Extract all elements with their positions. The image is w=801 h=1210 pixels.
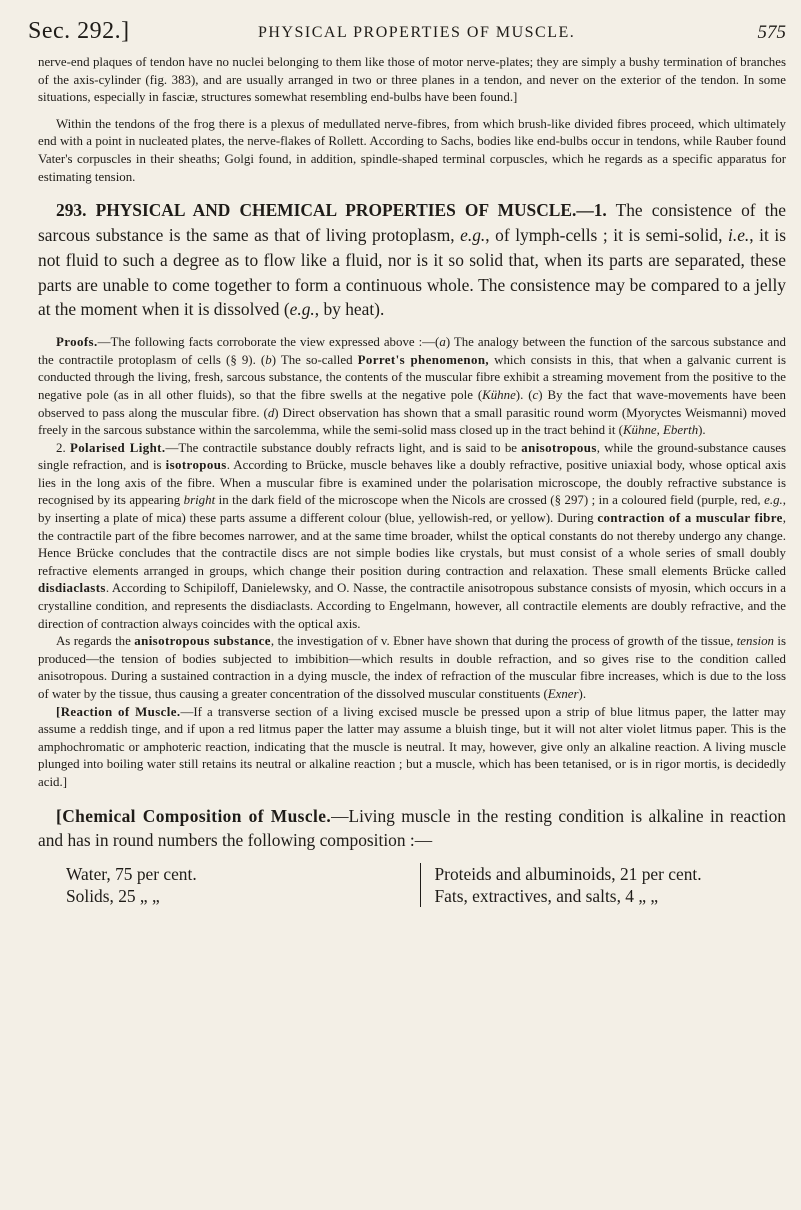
chemical-composition-label: [Chemical Composition of Muscle.: [56, 805, 332, 826]
section-293-paragraph: 293. PHYSICAL AND CHEMICAL PROPERTIES OF MUSCLE.—1. The consistence of the sarcous substance is the same as that of living protoplasm, e.g., of lymph-cells ; it is semi-solid, i.e., it is not fluid to such a degree as to flow like a fluid, nor is it so solid that, when its parts are separated, these parts are unable to come together to form a continuous whole. The consistence may be compared to a jelly at the moment when it is dissolved (e.g., by heat).: [38, 200, 786, 320]
section-reference: Sec. 292.]: [28, 18, 130, 44]
paragraph-proofs: Proofs.—The following facts corroborate the view expressed above :—(a) The analogy between the function of the sarcous substance and the contractile protoplasm of cells (§ 9). (b) The so-called Porret's phenomenon, which consists in this, that when a galvanic current is conducted through the living, fresh, sarcous substance, the contents of the muscular fibre exhibit a streaming movement from the positive to the negative pole (as in all other fluids), so that the fibre swells at the negative pole (Kühne). (c) By the fact that wave-movements have been observed to pass along the muscular fibre. (d) Direct observation has shown that a small parasitic round worm (Myoryctes Weismanni) moved freely in the sarcous substance within the sarcolemma, while the semi-solid mass closed up in the tract behind it (Kühne, Eberth).: [38, 335, 787, 438]
composition-left-column: [38, 863, 380, 907]
composition-proteids: Proteids and albuminoids, 21 per cent.: [434, 864, 702, 885]
composition-fats: Fats, extractives, and salts, 4 „ „: [434, 886, 659, 907]
composition-table: [38, 863, 786, 907]
composition-water: Water, 75 per cent.: [66, 864, 197, 885]
composition-solids: Solids, 25 „ „: [66, 886, 160, 907]
page-body: [38, 54, 786, 907]
polarised-light-label: Polarised Light.: [69, 440, 166, 455]
reaction-label: [Reaction of Muscle.: [56, 704, 181, 719]
section-293-heading: 293. PHYSICAL AND CHEMICAL PROPERTIES OF MUSCLE.—1.: [56, 200, 607, 221]
page-number: 575: [757, 22, 786, 43]
running-title: PHYSICAL PROPERTIES OF MUSCLE.: [258, 24, 576, 41]
porret-term: Porret's phenomenon,: [357, 352, 490, 367]
paragraph-polarised-light: 2. Polarised Light.—The contractile substance doubly refracts light, and is said to be anisotropous, while the ground-substance causes single refraction, and is isotropous. According to Brücke, muscle behaves like a doubly refractive, positive uniaxial body, whose optical axis lies in the long axis of the fibre. When a muscular fibre is examined under the polarisation microscope, the doubly refractive substance is recognised by its appearing bright in the dark field of the microscope when the Nicols are crossed (§ 297) ; in a coloured field (purple, red, e.g., by inserting a plate of mica) these parts assume a different colour (blue, yellowish-red, or yellow). During contraction of a muscular fibre, the contractile part of the fibre becomes narrower, and at the same time broader, whilst the optical constants do not thereby undergo any change. Hence Brücke concludes that the contractile discs are not simple bodies like crystals, but must consist of a whole series of small doubly refractive elements arranged in groups, which change their position during contraction and relaxation. These small elements Brücke called disdiaclasts. According to Schipiloff, Danielewsky, and O. Nasse, the contractile anisotropous substance consists of myosin, which occurs in a crystalline condition, and represents the disdiaclasts. According to Engelmann, however, all contractile elements are doubly refractive, and the direction of contraction always coincides with the optical axis.: [38, 440, 786, 631]
paragraph-chemical-composition: [Chemical Composition of Muscle.—Living muscle in the resting condition is alkaline in reaction and has in round numbers the following composition :—: [38, 805, 786, 851]
paragraph-frog-tendons: Within the tendons of the frog there is a plexus of medullated nerve-fibres, from which brush-like divided fibres proceed, which ultimately end with a point in nucleated plates, the nerve-flakes of Rollett. According to Sachs, bodies like end-bulbs occur in tendons, while Rauber found Vater's corpuscles in their sheaths; Golgi found, in addition, spindle-shaped terminal corpuscles, which he regards as a specific apparatus for estimating tension.: [38, 116, 786, 184]
running-header: [28, 14, 786, 50]
proofs-label: Proofs.: [56, 335, 98, 350]
paragraph-reaction: [Reaction of Muscle.—If a transverse section of a living excised muscle be pressed upon a strip of blue litmus paper, the latter may assume a reddish tinge, and if upon a red litmus paper the latter may assume a bluish tinge, but it will not alter violet litmus paper. This is the amphochromatic or amphoteric reaction, indicating that the muscle is neutral. It may, however, give only an alkaline reaction. A living muscle plunged into boiling water still retains its neutral or alkaline reaction ; but a muscle, which has been tetanised, or is in rigor mortis, is decidedly acid.]: [38, 704, 786, 789]
paragraph-tendon-nerve-endings: nerve-end plaques of tendon have no nuclei belonging to them like those of motor nerve-plates; they are simply a bushy termination of branches of the axis-cylinder (fig. 383), and are usually arranged in two or three planes in a tendon, and never on the exterior of the tendon. In some situations, especially in fasciæ, structures somewhat resembling end-bulbs have been found.]: [38, 55, 786, 105]
paragraph-ebner: As regards the anisotropous substance, the investigation of v. Ebner have shown that during the process of growth of the tissue, tension is produced—the tension of bodies subjected to imbibition—which results in double refraction, and so gives rise to the condition called anisotropous. During a sustained contraction in a dying muscle, the index of refraction of the muscular fibre increases, which is due to the loss of water by the tissue, thus causing a greater concentration of the dissolved muscular constituents (Exner).: [38, 634, 786, 702]
composition-right-column: [420, 863, 787, 907]
